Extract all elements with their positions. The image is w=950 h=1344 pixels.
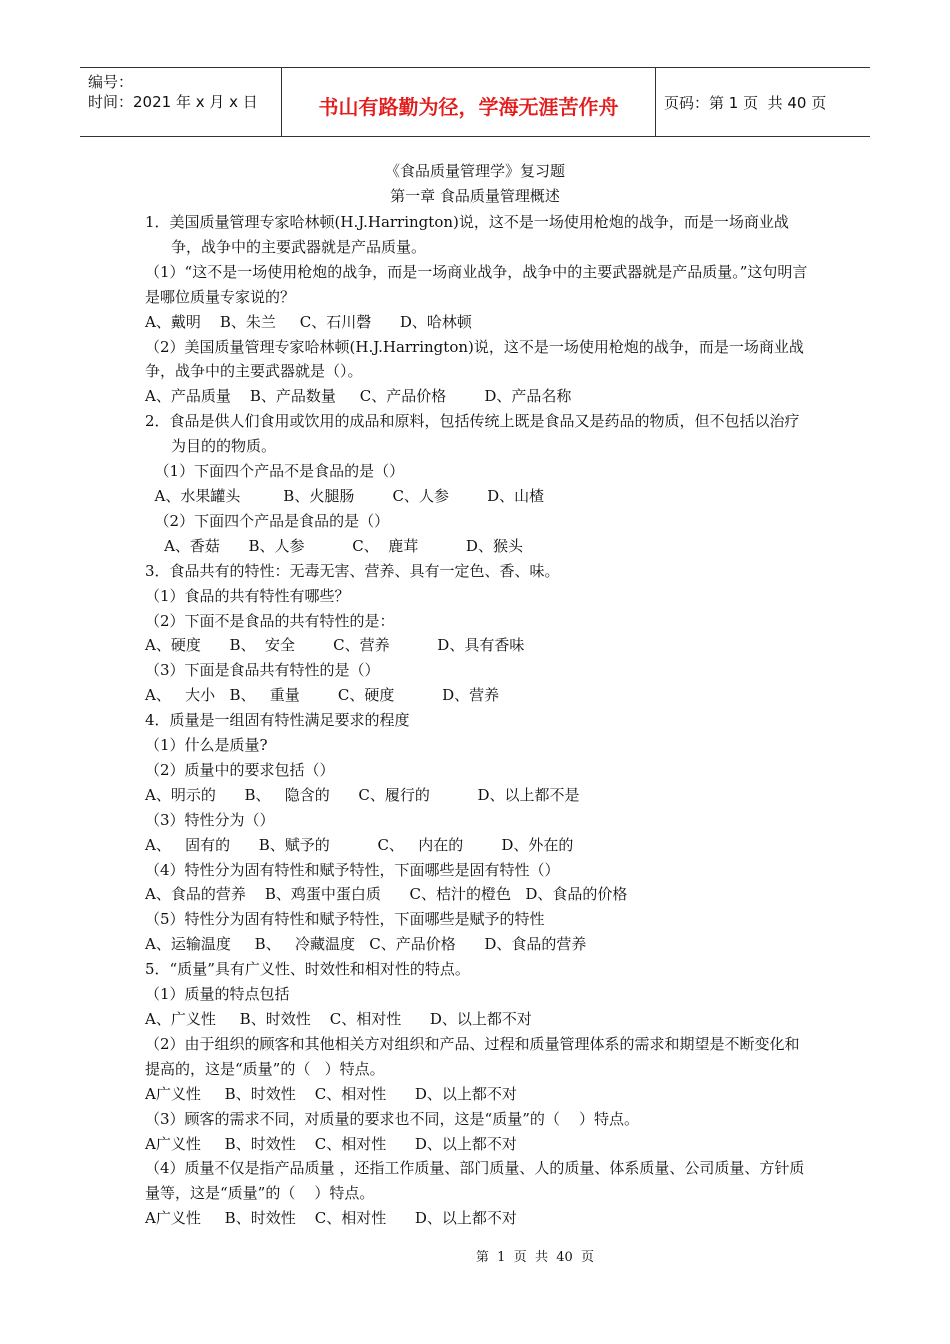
question-3: 3．食品共有的特性：无毒无害、营养、具有一定色、香、味。 bbox=[145, 561, 560, 580]
document-date-label: 时间：2021 年 x 月 x 日 bbox=[88, 93, 258, 111]
question-1-sub-1: （1）“这不是一场使用枪炮的战争，而是一场商业战争，战争中的主要武器就是产品质量。”这句明言是哪位质量专家说的？ bbox=[145, 262, 808, 306]
header-meta bbox=[80, 68, 282, 136]
question-1-sub-2: （2）美国质量管理专家哈林顿(H.J.Harrington)说，这不是一场使用枪炮的战争，而是一场商业战争，战争中的主要武器就是（）。 bbox=[145, 337, 804, 381]
chapter-title: 第一章 食品质量管理概述 bbox=[390, 187, 560, 205]
options-line: A、香菇 B、人参 C、 鹿茸 D、猴头 bbox=[145, 536, 523, 555]
question-3-sub-2: （2）下面不是食品的共有特性的是： bbox=[145, 611, 395, 630]
question-4-sub-4: （4）特性分为固有特性和赋予特性，下面哪些是固有特性（） bbox=[145, 860, 560, 879]
question-2-sub-1: （1）下面四个产品不是食品的是（） bbox=[145, 462, 405, 481]
question-2-sub-2: （2）下面四个产品是食品的是（） bbox=[145, 511, 390, 530]
question-4-sub-3: （3）特性分为（） bbox=[145, 810, 275, 829]
question-1: 1．美国质量管理专家哈林顿(H.J.Harrington)说，这不是一场使用枪炮的战争，而是一场商业战争，战争中的主要武器就是产品质量。 bbox=[145, 213, 789, 256]
page-info-text: 页码：第 1 页 共 40 页 bbox=[664, 93, 827, 112]
document-title: 《食品质量管理学》复习题 bbox=[384, 162, 565, 180]
options-line: A、食品的营养 B、鸡蛋中蛋白质 C、桔汁的橙色 D、食品的价格 bbox=[145, 885, 628, 904]
options-line: A广义性 B、时效性 C、相对性 D、以上都不对 bbox=[145, 1084, 517, 1103]
question-5-sub-4: （4）质量不仅是指产品质量 ，还指工作质量、部门质量、人的质量、体系质量、公司质量、方针质量等，这是“质量”的（ ）特点。 bbox=[145, 1159, 805, 1203]
options-line: A、明示的 B、 隐含的 C、履行的 D、以上都不是 bbox=[145, 785, 580, 804]
options-line: A、 大小 B、 重量 C、硬度 D、营养 bbox=[145, 686, 500, 705]
header-motto: 书山有路勤为径，学海无涯苦作舟 bbox=[282, 68, 656, 136]
question-4-sub-5: （5）特性分为固有特性和赋予特性，下面哪些是赋予的特性 bbox=[145, 910, 545, 929]
question-3-sub-1: （1）食品的共有特性有哪些？ bbox=[145, 586, 350, 605]
options-line: A、硬度 B、 安全 C、营养 D、具有香味 bbox=[145, 636, 525, 655]
header-page-info bbox=[656, 68, 870, 136]
options-line: A、 固有的 B、赋予的 C、 内在的 D、外在的 bbox=[145, 835, 574, 854]
question-2: 2．食品是供人们食用或饮用的成品和原料，包括传统上既是食品又是药品的物质，但不包括以治疗为目的的物质。 bbox=[145, 412, 800, 456]
question-4-sub-2: （2）质量中的要求包括（） bbox=[145, 760, 335, 779]
options-line: A广义性 B、时效性 C、相对性 D、以上都不对 bbox=[145, 1209, 517, 1228]
options-line: A、广义性 B、时效性 C、相对性 D、以上都不对 bbox=[145, 1010, 532, 1028]
options-line: A、水果罐头 B、火腿肠 C、人参 D、山楂 bbox=[145, 486, 545, 505]
question-4: 4．质量是一组固有特性满足要求的程度 bbox=[145, 711, 410, 730]
document-number-label: 编号： bbox=[88, 73, 134, 91]
options-line: A、运输温度 B、 冷藏温度 C、产品价格 D、食品的营养 bbox=[145, 935, 587, 954]
question-5-sub-3: （3）顾客的需求不同，对质量的要求也不同，这是“质量”的（ ）特点。 bbox=[145, 1109, 639, 1128]
question-5: 5．“质量”具有广义性、时效性和相对性的特点。 bbox=[145, 960, 470, 979]
question-3-sub-3: （3）下面是食品共有特性的是（） bbox=[145, 661, 380, 680]
document-body bbox=[145, 210, 810, 1231]
page-header bbox=[80, 67, 870, 137]
options-line: A、戴明 B、朱兰 C、石川磬 D、哈林顿 bbox=[145, 312, 472, 331]
options-line: A广义性 B、时效性 C、相对性 D、以上都不对 bbox=[145, 1134, 517, 1153]
question-5-sub-1: （1）质量的特点包括 bbox=[145, 985, 290, 1004]
page-footer: 第 1 页 共 40 页 bbox=[475, 1250, 595, 1265]
question-5-sub-2: （2）由于组织的顾客和其他相关方对组织和产品、过程和质量管理体系的需求和期望是不断变化和提高的，这是“质量”的（ ）特点。 bbox=[145, 1034, 800, 1078]
question-4-sub-1: （1）什么是质量? bbox=[145, 736, 268, 755]
options-line: A、产品质量 B、产品数量 C、产品价格 D、产品名称 bbox=[145, 387, 572, 406]
